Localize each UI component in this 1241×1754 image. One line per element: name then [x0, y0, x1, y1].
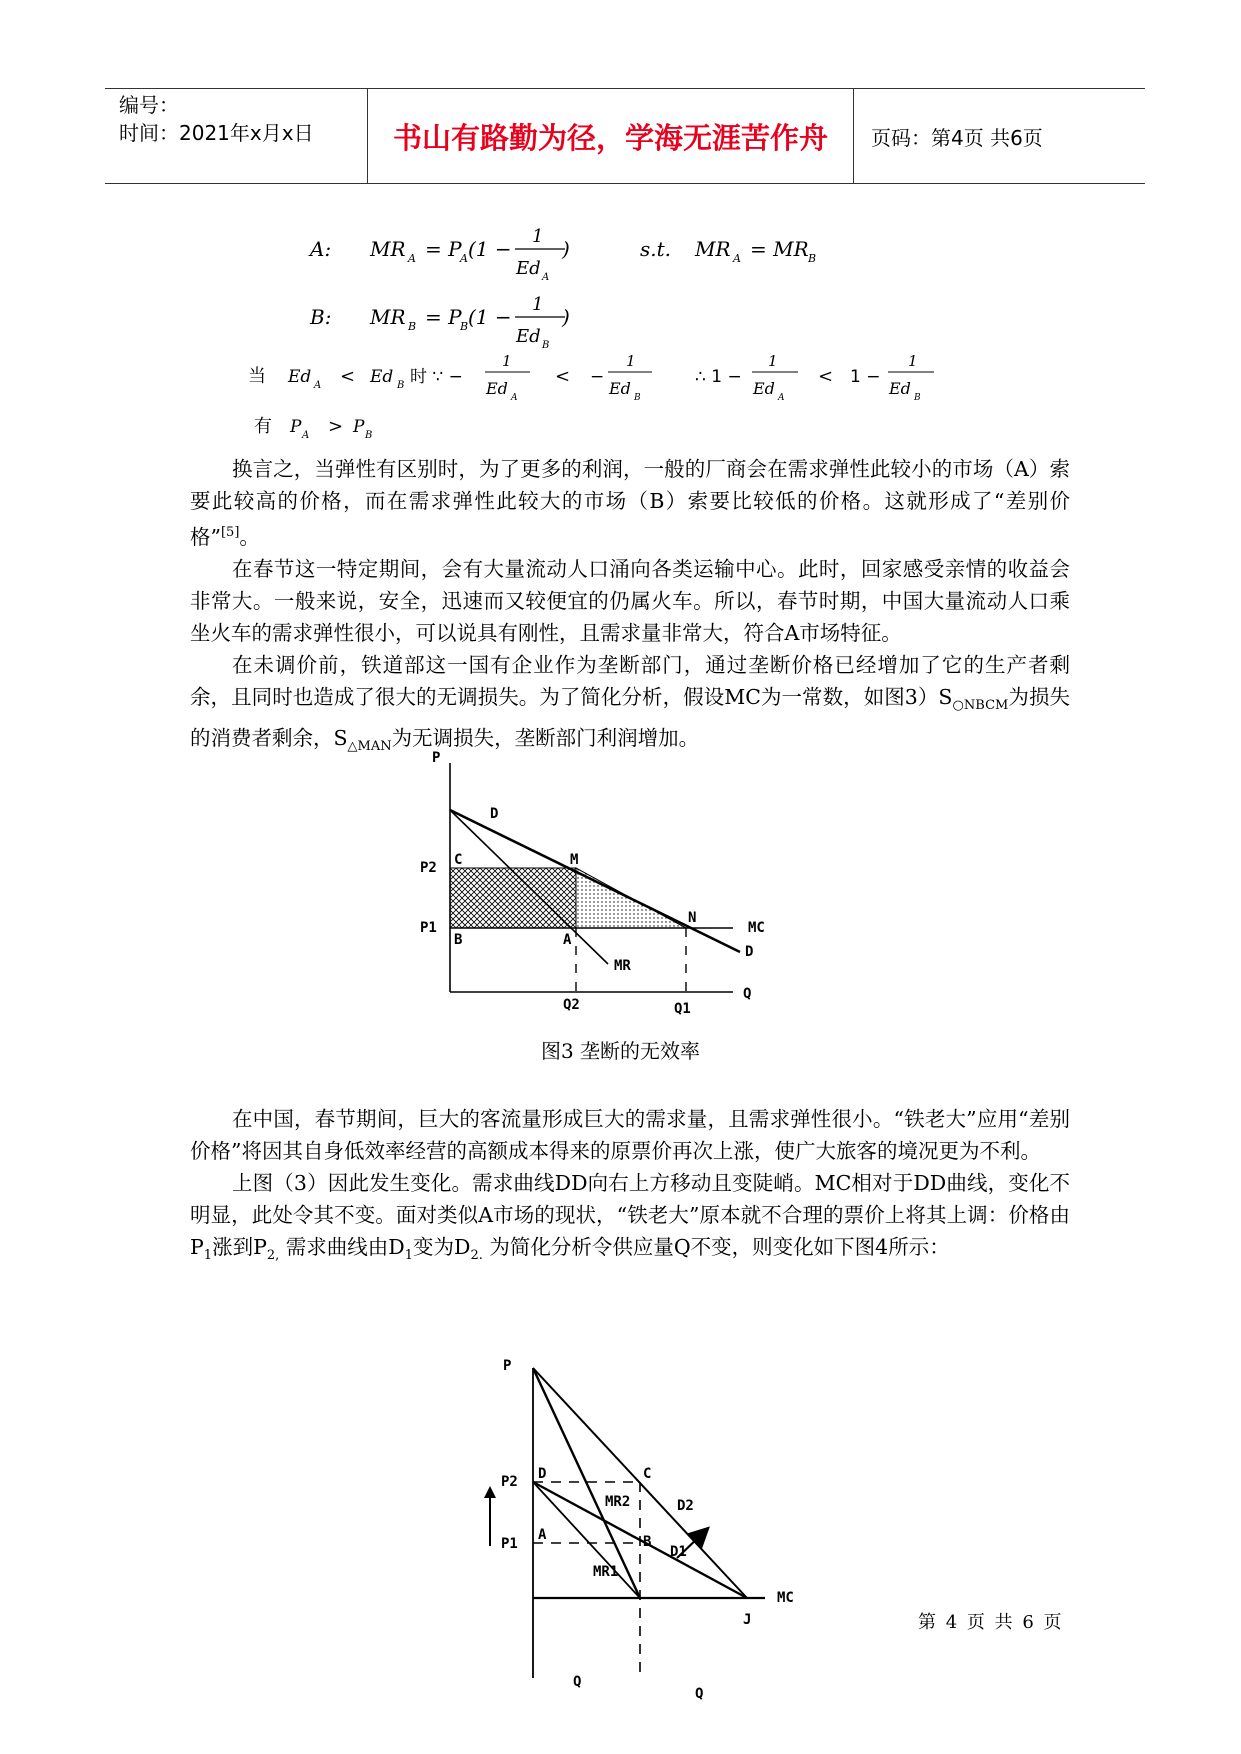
svg-text:A: A: [314, 380, 322, 391]
svg-text:= P: = P: [425, 237, 462, 261]
paragraph-monopoly: [190, 649, 1070, 763]
number-label: 编号：: [119, 93, 179, 117]
svg-text:A: A: [733, 252, 741, 265]
svg-text:B: B: [408, 320, 417, 333]
label-mr: MR: [614, 958, 631, 974]
svg-text:当: 当: [248, 366, 266, 387]
paragraph-text: 在未调价前，铁道部这一国有企业作为垄断部门，通过垄断价格已经增加了它的生产者剩余，且同时也造成了很大的无调损失。为了简化分析，假设MC为一常数，如图3）S: [190, 652, 1070, 709]
svg-text:1: 1: [532, 294, 544, 315]
paragraph-figure-change: [190, 1167, 1070, 1272]
label-n: N: [688, 910, 697, 926]
label-q2: Q2: [563, 997, 580, 1013]
header-meta: [119, 91, 314, 147]
svg-text:= P: = P: [425, 305, 462, 329]
svg-text:时 ∵ −: 时 ∵ −: [410, 367, 463, 387]
svg-text:1: 1: [502, 352, 512, 370]
label-a: A: [538, 1527, 547, 1543]
subscript: 2.: [470, 1248, 483, 1264]
svg-text:A: A: [408, 252, 416, 265]
price-rise-arrow-icon: [482, 1486, 498, 1548]
svg-text:∴ 1 −: ∴ 1 −: [695, 367, 742, 387]
svg-text:有: 有: [254, 416, 272, 437]
svg-text:MR: MR: [370, 305, 406, 329]
svg-text:1: 1: [626, 352, 636, 370]
time-label: 时间：2021年x月x日: [119, 121, 314, 145]
label-m: M: [570, 852, 579, 868]
label-mr1: MR1: [593, 1564, 619, 1580]
formula-block: [240, 222, 980, 442]
subscript: △MAN: [347, 739, 392, 755]
svg-text:B: B: [365, 430, 373, 441]
svg-text:A: A: [542, 272, 550, 283]
axis-label-p: P: [432, 750, 441, 766]
figure-3-monopoly-inefficiency: [408, 748, 798, 1026]
svg-text:A: A: [778, 393, 785, 403]
label-p1: P1: [501, 1536, 518, 1552]
svg-text:<: <: [555, 366, 571, 387]
svg-text:): ): [562, 305, 570, 329]
svg-text:B: B: [397, 380, 405, 391]
paragraph-text: 为简化分析令供应量Q不变，则变化如下图4所示：: [482, 1235, 950, 1259]
svg-text:Ed: Ed: [516, 258, 541, 279]
axis-label-q: Q: [695, 1686, 704, 1702]
label-p2: P2: [420, 860, 437, 876]
paragraph-text: 上图（3）因此发生变化。需求曲线DD向右上方移动且变陡峭。MC相对于DD曲线，变化不明显，此处令其不变。面对类似A市场的现状，“铁老大”原本就不合理的票价上将其上调：价格由P: [190, 1171, 1070, 1259]
label-c: C: [643, 1466, 652, 1482]
label-mc: MC: [748, 920, 765, 936]
svg-text:Ed: Ed: [486, 379, 508, 398]
label-q: Q: [573, 1674, 582, 1690]
producer-surplus-area: [450, 868, 576, 928]
svg-text:1: 1: [768, 352, 778, 370]
axis-label-p: P: [503, 1358, 512, 1374]
svg-text:): ): [562, 237, 570, 261]
label-d1: D1: [670, 1544, 687, 1560]
paragraph-text: 变为D: [413, 1235, 471, 1259]
svg-text:<: <: [340, 366, 356, 387]
axis-label-q: Q: [743, 986, 752, 1002]
subscript: ○NBCM: [952, 697, 1009, 713]
svg-text:A:: A:: [310, 237, 332, 261]
svg-text:(1 −: (1 −: [468, 305, 512, 329]
subscript: 1: [404, 1248, 414, 1264]
svg-text:A: A: [460, 252, 468, 265]
subscript: 1: [203, 1248, 213, 1264]
svg-text:−: −: [590, 367, 605, 387]
svg-text:Ed: Ed: [609, 379, 631, 398]
svg-text:A: A: [302, 430, 310, 441]
svg-text:>: >: [328, 416, 344, 437]
paragraph-china-demand: 在中国，春节期间，巨大的客流量形成巨大的需求量，且需求弹性很小。“铁老大”应用“差别价格”将因其自身低效率经营的高额成本得来的原票价再次上涨，使广大旅客的境况更为不利。: [190, 1107, 1070, 1163]
svg-text:1 −: 1 −: [850, 367, 881, 387]
label-c: C: [454, 852, 463, 868]
svg-text:Ed: Ed: [370, 367, 394, 387]
label-b: B: [643, 1534, 652, 1550]
paragraph-spring-festival: 在春节这一特定期间，会有大量流动人口涌向各类运输中心。此时，回家感受亲情的收益会非常大。一般来说，安全，迅速而又较便宜的仍属火车。所以，春节时期，中国大量流动人口乘坐火车的需求弹性很小，可以说具有刚性，且需求量非常大，符合A市场特征。: [190, 556, 1070, 645]
label-mr2: MR2: [605, 1494, 631, 1510]
label-j: J: [743, 1612, 752, 1628]
svg-text:B: B: [914, 393, 921, 403]
svg-text:P: P: [290, 417, 302, 437]
svg-text:B: B: [460, 320, 469, 333]
svg-text:Ed: Ed: [288, 367, 312, 387]
paragraph-end: 。: [239, 524, 260, 549]
svg-text:1: 1: [532, 226, 544, 247]
svg-text:A: A: [511, 393, 518, 403]
label-d-top: D: [490, 806, 499, 822]
svg-text:Ed: Ed: [753, 379, 775, 398]
svg-text:s.t.: s.t.: [640, 237, 672, 261]
body-text-2: [190, 1103, 1070, 1272]
svg-text:Ed: Ed: [889, 379, 911, 398]
svg-text:B: B: [634, 393, 641, 403]
svg-text:B: B: [808, 252, 817, 265]
page-header: [105, 88, 1145, 184]
mr2-curve: [533, 1368, 640, 1598]
label-d: D: [538, 1466, 547, 1482]
svg-text:P: P: [353, 417, 365, 437]
page-footer: 第 4 页 共 6 页: [918, 1612, 1064, 1633]
svg-text:MR: MR: [370, 237, 406, 261]
label-a: A: [563, 932, 572, 948]
svg-text:1: 1: [908, 352, 918, 370]
label-d2: D2: [677, 1498, 694, 1514]
label-p2: P2: [501, 1474, 518, 1490]
label-mc: MC: [777, 1590, 794, 1606]
paragraph-price-discrimination: [190, 453, 1070, 553]
paragraph-text: 涨到P: [212, 1235, 267, 1259]
label-b: B: [454, 932, 463, 948]
label-d-bottom: D: [745, 944, 754, 960]
svg-text:Ed: Ed: [516, 326, 541, 347]
paragraph-text: 为损失的消费者剩余，S: [190, 684, 1071, 750]
paragraph-text: 为无调损失，垄断部门利润增加。: [391, 725, 700, 750]
svg-text:B: B: [542, 340, 550, 351]
header-motto: 书山有路勤为径，学海无涯苦作舟: [367, 89, 854, 183]
figure-3-caption: 图3 垄断的无效率: [540, 1039, 701, 1063]
svg-text:MR: MR: [695, 237, 731, 261]
svg-text:= MR: = MR: [750, 237, 809, 261]
citation-ref: [5]: [220, 525, 240, 540]
figure-4-demand-shift: [495, 1348, 815, 1752]
label-q1: Q1: [674, 1001, 691, 1017]
svg-text:B:: B:: [310, 305, 332, 329]
svg-text:<: <: [818, 366, 834, 387]
label-p1: P1: [420, 920, 437, 936]
header-page-label: 页码：第4页 共6页: [871, 125, 1043, 150]
svg-text:(1 −: (1 −: [468, 237, 512, 261]
body-text-1: [190, 453, 1070, 763]
subscript: 2,: [266, 1248, 280, 1264]
paragraph-text: 需求曲线由D: [279, 1235, 405, 1259]
paragraph-text: 换言之，当弹性有区别时，为了更多的利润，一般的厂商会在需求弹性此较小的市场（A）索要此较高的价格，而在需求弹性此较大的市场（B）索要比较低的价格。这就形成了“差别价格”: [190, 457, 1070, 549]
